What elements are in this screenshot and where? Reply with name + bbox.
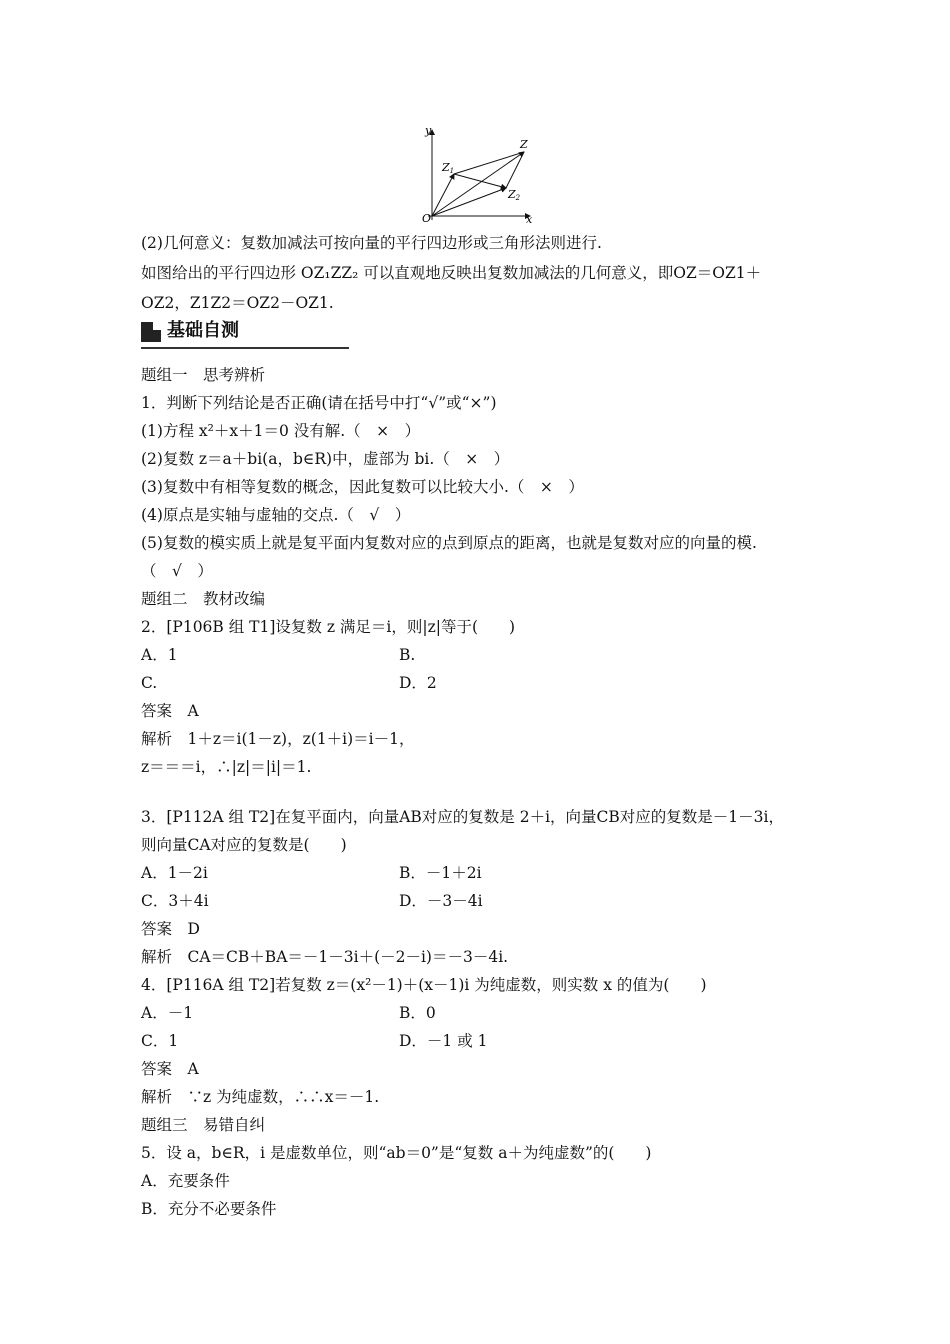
question-5: 5．设 a，b∈R，i 是虚数单位，则“ab＝0”是“复数 a＋为纯虚数”的( ) (141, 1144, 652, 1162)
group-3-title: 题组三 易错自纠 (141, 1116, 266, 1134)
q5-option-a: A．充要条件 (141, 1172, 230, 1190)
vector-oz1 (432, 174, 454, 216)
statement-3: (3)复数中有相等复数的概念，因此复数可以比较大小.（ × ） (141, 478, 584, 496)
heading-underline (141, 347, 349, 349)
q3-option-c: C．3＋4i (141, 892, 209, 910)
section-heading (141, 319, 349, 349)
q3-option-b: B．－1＋2i (399, 864, 482, 882)
q2-option-b: B. (399, 646, 416, 664)
statement-4: (4)原点是实轴与虚轴的交点.（ √ ） (141, 506, 411, 524)
statement-2: (2)复数 z＝a＋bi(a，b∈R)中，虚部为 bi.（ × ） (141, 450, 510, 468)
point-z-label: Z (520, 138, 528, 151)
q4-solution: 解析 ∵z 为纯虚数，∴∴x＝－1. (141, 1088, 380, 1106)
x-axis-label: x (526, 213, 533, 226)
group-1-title: 题组一 思考辨析 (141, 366, 266, 384)
statement-5: (5)复数的模实质上就是复平面内复数对应的点到原点的距离，也就是复数对应的向量的模. (141, 534, 757, 552)
origin-label: O (422, 212, 432, 225)
point-z1-label: Z1 (442, 161, 455, 175)
q2-option-d: D．2 (399, 674, 437, 692)
q4-answer: 答案 A (141, 1060, 199, 1078)
q2-answer: 答案 A (141, 702, 199, 720)
question-4: 4．[P116A 组 T2]若复数 z＝(x²－1)＋(x－1)i 为纯虚数，则实数 x 的值为( ) (141, 976, 707, 994)
statement-5-mark: （ √ ） (141, 562, 213, 580)
group-2-title: 题组二 教材改编 (141, 590, 266, 608)
complex-plane-figure (412, 122, 542, 226)
vector-z1z (454, 152, 524, 174)
q3-option-d: D．－3－4i (399, 892, 483, 910)
intro-line-3: OZ2，Z1Z2＝OZ2－OZ1. (141, 294, 334, 312)
q3-option-a: A．1－2i (141, 864, 208, 882)
question-2: 2．[P106B 组 T1]设复数 z 满足＝i，则|z|等于( ) (141, 618, 516, 636)
q4-option-d: D．－1 或 1 (399, 1032, 488, 1050)
question-1: 1．判断下列结论是否正确(请在括号中打“√”或“×”) (141, 394, 497, 412)
q2-solution-2: z＝＝＝i，∴|z|＝|i|＝1. (141, 758, 312, 776)
q3-answer: 答案 D (141, 920, 200, 938)
vector-oz2 (432, 188, 506, 216)
intro-line-2: 如图给出的平行四边形 OZ₁ZZ₂ 可以直观地反映出复数加减法的几何意义，即OZ＝OZ1＋ (141, 264, 762, 282)
vector-z1z2 (454, 174, 506, 188)
statement-1: (1)方程 x²＋x＋1＝0 没有解.（ × ） (141, 422, 421, 440)
point-z2-label: Z2 (508, 188, 521, 202)
q3-solution: 解析 CA＝CB＋BA＝－1－3i＋(－2－i)＝－3－4i. (141, 948, 509, 966)
question-3: 3．[P112A 组 T2]在复平面内，向量AB对应的复数是 2＋i，向量CB对应的复数是－1－3i， (141, 808, 784, 826)
q2-solution-1: 解析 1＋z＝i(1－z)，z(1＋i)＝i－1， (141, 730, 415, 748)
q4-option-c: C．1 (141, 1032, 179, 1050)
y-axis-label: y (425, 124, 432, 137)
q5-option-b: B．充分不必要条件 (141, 1200, 277, 1218)
q4-option-a: A．－1 (141, 1004, 194, 1022)
q2-option-c: C. (141, 674, 158, 692)
heading-block-icon (141, 322, 161, 342)
vector-z2z (506, 152, 524, 188)
question-3-cont: 则向量CA对应的复数是( ) (141, 836, 347, 854)
intro-line-1: (2)几何意义：复数加减法可按向量的平行四边形或三角形法则进行. (141, 234, 602, 252)
q4-option-b: B．0 (399, 1004, 436, 1022)
q2-option-a: A．1 (141, 646, 178, 664)
section-title: 基础自测 (167, 320, 239, 341)
